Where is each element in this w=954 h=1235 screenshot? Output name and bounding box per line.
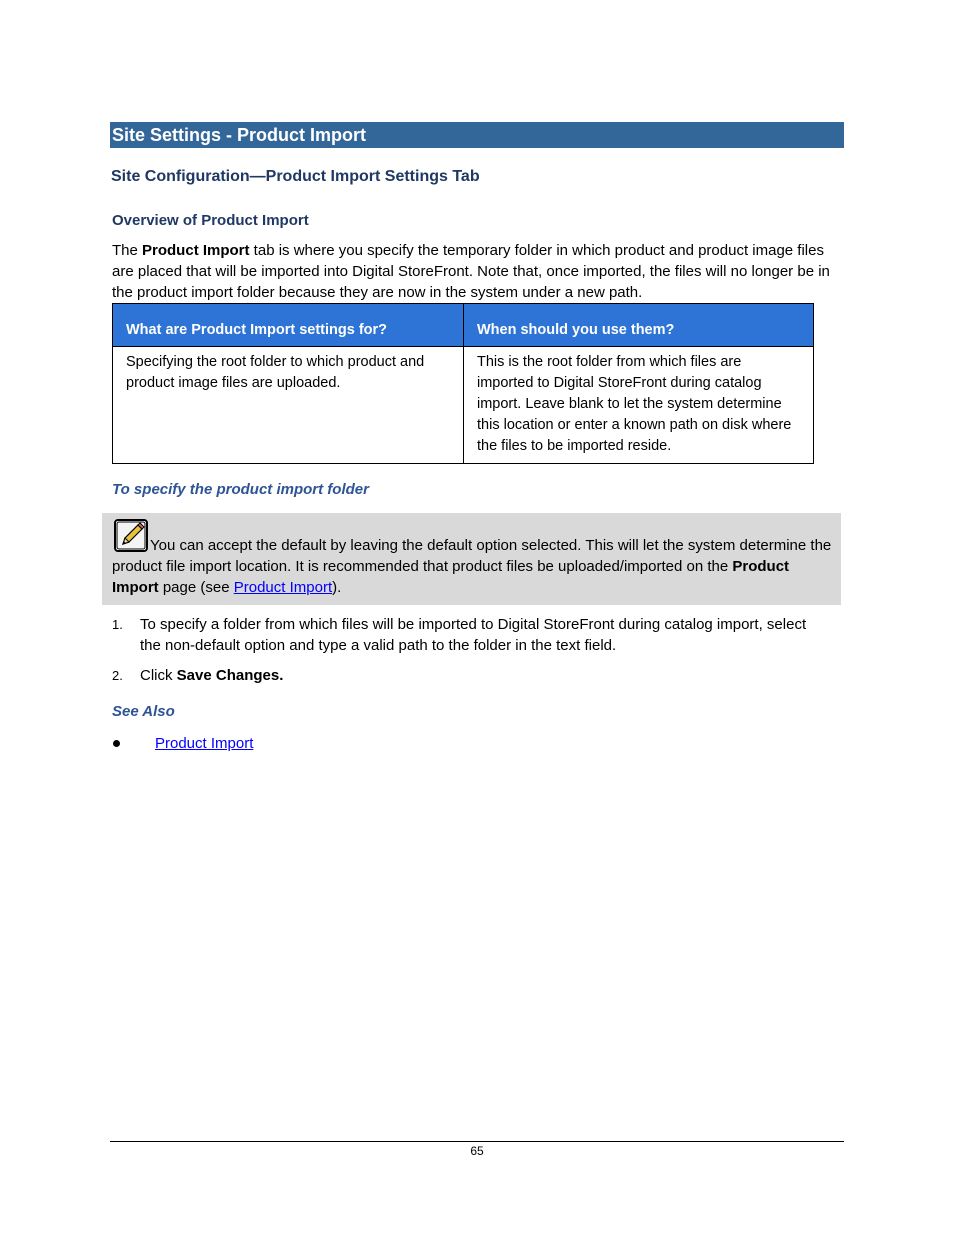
subsection-heading: Site Configuration—Product Import Settings Tab	[111, 168, 480, 185]
intro-bold: Product Import	[142, 242, 250, 259]
note-text-2: page (see	[158, 579, 234, 596]
see-also-item	[155, 733, 253, 754]
save-changes-label: Save Changes.	[176, 667, 284, 684]
step-text	[140, 665, 830, 686]
step-number: 2.	[112, 668, 123, 683]
procedure-title: To specify the product import folder	[112, 481, 369, 498]
settings-table	[112, 303, 814, 464]
table-cell: Specifying the root folder to which product and product image files are uploaded.	[113, 347, 464, 464]
note-bold: Product Import	[112, 558, 790, 596]
step-number: 1.	[112, 617, 123, 632]
footer-rule	[110, 1141, 844, 1142]
overview-heading: Overview of Product Import	[112, 212, 309, 229]
step-text: To specify a folder from which files will be imported to Digital StoreFront during catalog import, select the non-default option and type a valid path to the folder in the text field.	[140, 616, 807, 654]
product-import-link[interactable]: Product Import	[155, 735, 254, 752]
intro-paragraph	[112, 240, 842, 303]
table-row	[113, 347, 814, 464]
product-import-link[interactable]: Product Import	[233, 579, 333, 596]
step-text-pre: Click	[140, 667, 177, 684]
page-number: 65	[470, 1144, 484, 1158]
note-text	[112, 535, 832, 598]
table-header-cell: What are Product Import settings for?	[113, 304, 464, 347]
note-text-1: You can accept the default by leaving the default option selected. This will let the system determine the product file import location. It is recommended that product files be uploaded/imported on the	[112, 537, 832, 575]
intro-text-1: The	[112, 242, 143, 259]
intro-text-2: tab is where you specify the temporary folder in which product and product image files are placed that will be imported into Digital StoreFront. Note that, once imported, the files will no longer be in the product import folder because they are now in the system under a new path.	[112, 242, 830, 301]
table-header-cell: When should you use them?	[464, 304, 814, 347]
see-also-title: See Also	[112, 703, 175, 720]
bullet-icon	[113, 740, 120, 747]
note-text-3: ).	[332, 579, 342, 596]
section-heading: Site Settings - Product Import	[110, 122, 844, 148]
table-cell: This is the root folder from which files are imported to Digital StoreFront during catalog import. Leave blank to let the system determine this location or enter a known path on disk where the files to be imported reside.	[464, 347, 814, 464]
table-header-row	[113, 304, 814, 347]
